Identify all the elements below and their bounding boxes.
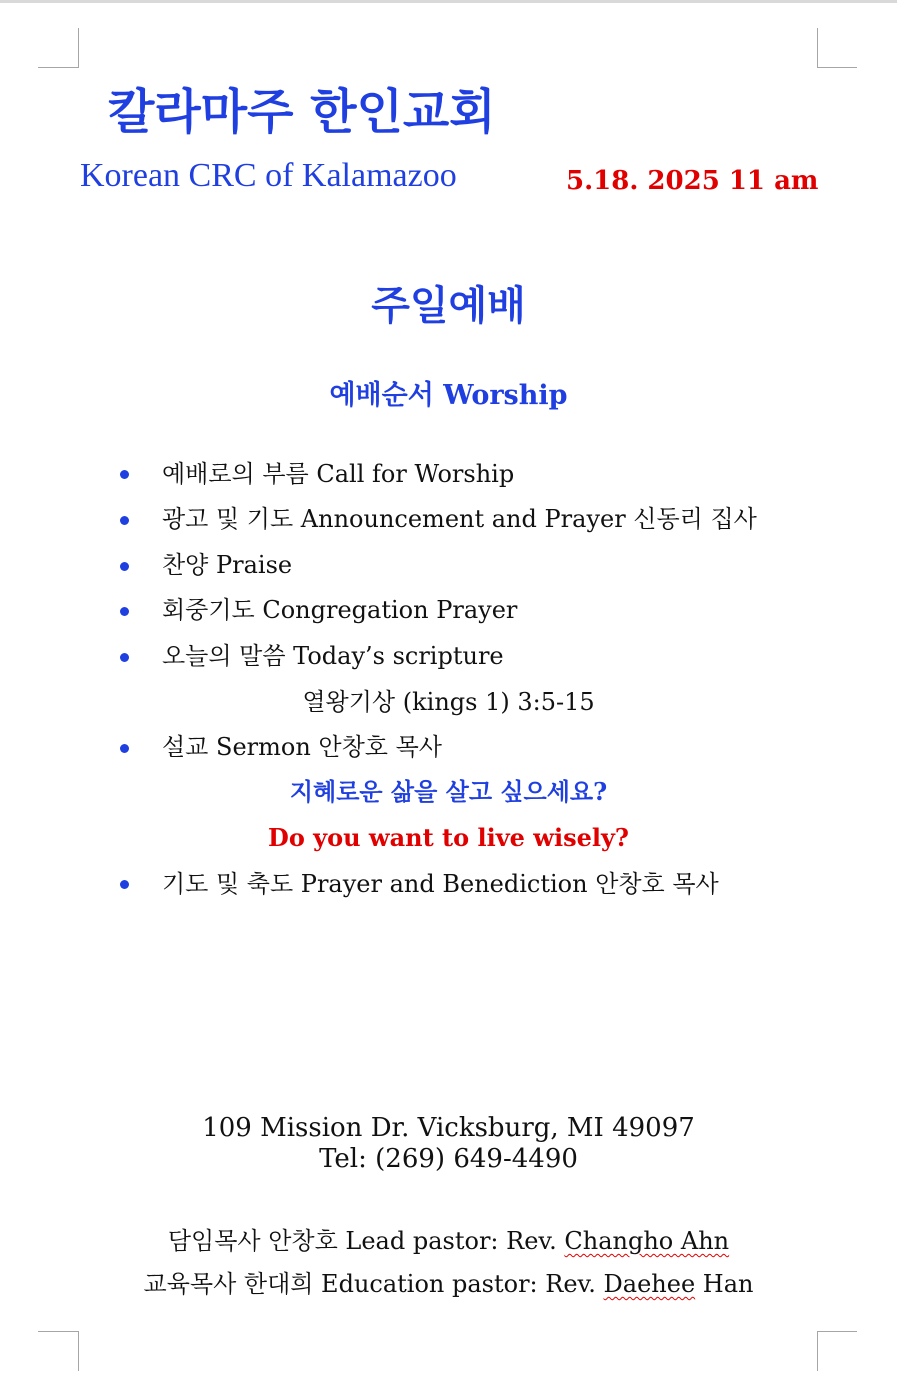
order-item-praise: 찬양 Praise xyxy=(162,551,293,579)
lead-pastor-label: 담임목사 안창호 Lead pastor: Rev. xyxy=(167,1227,565,1255)
order-item-call-to-worship: 예배로의 부름 Call for Worship xyxy=(162,460,515,488)
bullet-icon xyxy=(120,470,129,479)
bullet-icon xyxy=(120,607,129,616)
order-heading: 예배순서 Worship xyxy=(329,380,568,411)
crop-mark-top-right-h xyxy=(817,67,857,68)
crop-mark-bottom-right-h xyxy=(817,1331,857,1332)
bullet-icon xyxy=(120,516,129,525)
crop-mark-top-left-h xyxy=(38,67,78,68)
lead-pastor-name: Changho Ahn xyxy=(564,1227,730,1255)
crop-mark-top-left-v xyxy=(78,28,79,68)
order-item-congregation-prayer: 회중기도 Congregation Prayer xyxy=(162,596,518,624)
bullet-icon xyxy=(120,744,129,753)
church-telephone: Tel: (269) 649-4490 xyxy=(319,1144,578,1174)
education-pastor-line xyxy=(0,1268,897,1300)
education-pastor-label: 교육목사 한대희 Education pastor: Rev. xyxy=(143,1270,604,1298)
education-pastor-first-name: Daehee xyxy=(603,1270,696,1298)
order-item-announcement: 광고 및 기도 Announcement and Prayer 신동리 집사 xyxy=(162,505,757,533)
bullet-icon xyxy=(120,653,129,662)
church-name-korean: 칼라마주 한인교회 xyxy=(108,84,496,140)
lead-pastor-line xyxy=(0,1225,897,1257)
bullet-icon xyxy=(120,562,129,571)
bullet-icon xyxy=(120,880,129,889)
education-pastor-last-name: Han xyxy=(695,1270,754,1298)
sermon-title-korean: 지혜로운 삶을 살고 싶으세요? xyxy=(289,777,608,806)
window-top-border xyxy=(0,0,897,3)
church-name-english: Korean CRC of Kalamazoo xyxy=(80,157,457,194)
service-title: 주일예배 xyxy=(371,283,526,329)
order-item-sermon: 설교 Sermon 안창호 목사 xyxy=(162,733,442,761)
crop-mark-bottom-left-v xyxy=(78,1331,79,1371)
church-address: 109 Mission Dr. Vicksburg, MI 49097 xyxy=(202,1113,695,1143)
crop-mark-bottom-right-v xyxy=(817,1331,818,1371)
order-item-benediction: 기도 및 축도 Prayer and Benediction 안창호 목사 xyxy=(162,870,719,898)
crop-mark-bottom-left-h xyxy=(38,1331,78,1332)
order-item-scripture: 오늘의 말씀 Today’s scripture xyxy=(162,642,504,670)
sermon-title-english: Do you want to live wisely? xyxy=(268,823,629,852)
service-date-time: 5.18. 2025 11 am xyxy=(566,166,819,196)
scripture-reference: 열왕기상 (kings 1) 3:5-15 xyxy=(302,688,595,716)
crop-mark-top-right-v xyxy=(817,28,818,68)
